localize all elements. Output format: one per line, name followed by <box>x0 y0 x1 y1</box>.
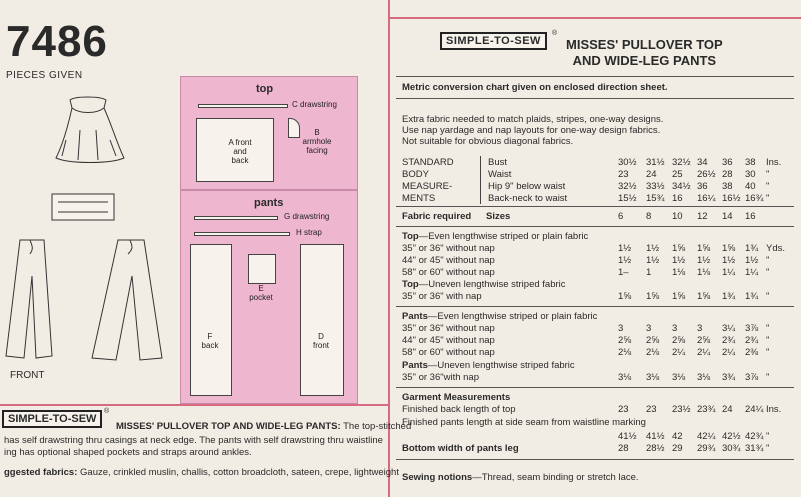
table-cell: 1⅝ <box>722 243 736 254</box>
row-label: 35" or 36" without nap <box>402 243 495 254</box>
table-cell: 1½ <box>672 255 686 266</box>
size-cell: 12 <box>697 211 708 222</box>
piece-c-label: C drawstring <box>292 100 337 109</box>
pants-layout-title: pants <box>254 197 284 209</box>
table-cell: 1¼ <box>722 267 736 278</box>
row-label: 44" or 45" without nap <box>402 255 495 266</box>
body-label-4: MENTS <box>402 193 436 204</box>
table-row <box>402 431 794 442</box>
metric-note: Metric conversion chart given on enclosed direction sheet. <box>402 82 668 93</box>
row-label: Hip 9" below waist <box>488 181 566 192</box>
table-row <box>402 193 794 204</box>
table-row <box>402 404 794 415</box>
sizes-row <box>402 211 794 222</box>
table-cell: 3⅛ <box>618 372 632 383</box>
piece-f <box>190 244 232 396</box>
table-cell: 23 <box>646 404 657 415</box>
unit-label: " <box>766 181 770 192</box>
row-label: Waist <box>488 169 512 180</box>
table-cell: 2⅜ <box>745 347 759 358</box>
table-cell: 23½ <box>672 404 691 415</box>
unit-label: " <box>766 335 770 346</box>
description-line-2: has self drawstring thru casings at neck edge. The pants with self drawstring thru waistline <box>4 435 383 446</box>
table-cell: 1– <box>618 267 629 278</box>
garment-row-2-label: Finished pants length at side seam from waistline marking <box>402 417 646 428</box>
table-cell: 41½ <box>618 431 637 442</box>
row-label: Back-neck to waist <box>488 193 568 204</box>
table-cell: 1⅛ <box>697 267 711 278</box>
piece-c <box>198 104 288 108</box>
piece-d-label: D front <box>312 332 329 350</box>
pieces-given-label: PIECES GIVEN <box>6 70 83 81</box>
rule <box>396 387 794 388</box>
table-cell: 3¼ <box>722 323 736 334</box>
table-cell: 1⅝ <box>697 291 711 302</box>
table-cell: 40 <box>745 181 756 192</box>
table-cell: 32½ <box>618 181 637 192</box>
rule <box>396 206 794 207</box>
piece-b-label: B armhole facing <box>302 128 332 155</box>
size-cell: 8 <box>646 211 652 222</box>
table-cell: 23 <box>618 404 629 415</box>
row-label: 58" or 60" without nap <box>402 347 495 358</box>
table-cell: 1½ <box>697 255 711 266</box>
row-label: Bust <box>488 157 508 168</box>
table-cell: 3⅞ <box>745 323 759 334</box>
table-cell: 1¾ <box>722 291 736 302</box>
unit-label: " <box>766 347 770 358</box>
unit-label: " <box>766 169 770 180</box>
rule <box>396 459 794 460</box>
table-row <box>402 255 794 266</box>
divider-line <box>0 404 390 406</box>
unit-label: " <box>766 323 770 334</box>
table-cell: 29¾ <box>697 443 716 454</box>
size-cell: 10 <box>672 211 683 222</box>
table-cell: 16 <box>672 193 683 204</box>
table-cell: 3⅛ <box>697 372 711 383</box>
table-cell: 31½ <box>646 157 665 168</box>
table-cell: 16¼ <box>697 193 716 204</box>
piece-d <box>300 244 344 396</box>
table-cell: 1⅝ <box>672 243 686 254</box>
fabric-required-label: Fabric required <box>402 211 472 222</box>
table-cell: 2⅛ <box>618 347 632 358</box>
table-cell: 2¾ <box>745 335 759 346</box>
table-cell: 1½ <box>618 243 632 254</box>
piece-h <box>194 232 290 236</box>
table-cell: 15¾ <box>646 193 665 204</box>
row-label: Finished back length of top <box>402 404 516 415</box>
table-cell: 36 <box>722 157 733 168</box>
table-row <box>402 443 794 454</box>
table-cell: 2¼ <box>672 347 686 358</box>
table-cell: 42¾ <box>745 431 764 442</box>
table-cell: 1⅝ <box>618 291 632 302</box>
unit-label: " <box>766 431 770 442</box>
table-cell: 36 <box>697 181 708 192</box>
unit-label: Ins. <box>766 404 782 415</box>
piece-e <box>248 254 276 284</box>
table-cell: 2¼ <box>697 347 711 358</box>
table-row <box>402 347 794 358</box>
table-row <box>402 157 794 168</box>
table-cell: 42 <box>672 431 683 442</box>
sewing-notions: Sewing notions—Thread, seam binding or stretch lace. <box>402 472 639 483</box>
table-cell: 34 <box>697 157 708 168</box>
unit-label: " <box>766 255 770 266</box>
table-row <box>402 323 794 334</box>
table-row <box>402 243 794 254</box>
unit-label: Ins. <box>766 157 782 168</box>
table-cell: 42¼ <box>697 431 716 442</box>
rule <box>396 76 794 77</box>
top-heading: Top—Even lengthwise striped or plain fabric <box>402 231 589 242</box>
row-label: 58" or 60" without nap <box>402 267 495 278</box>
title-line-1: MISSES' PULLOVER TOP <box>566 37 723 52</box>
size-cell: 6 <box>618 211 624 222</box>
divider-line <box>390 17 801 19</box>
table-cell: 2¾ <box>722 335 736 346</box>
front-label: FRONT <box>10 370 45 381</box>
table-cell: 30 <box>745 169 756 180</box>
sizes-label: Sizes <box>486 211 511 222</box>
table-row <box>402 181 794 192</box>
table-cell: 38 <box>722 181 733 192</box>
table-cell: 3 <box>672 323 678 334</box>
table-cell: 28½ <box>646 443 665 454</box>
registered-mark: ® <box>552 30 558 37</box>
piece-g-label: G drawstring <box>284 212 330 221</box>
pants-heading-2: Pants—Uneven lengthwise striped fabric <box>402 360 575 371</box>
row-label: Bottom width of pants leg <box>402 443 519 454</box>
table-cell: 1 <box>646 267 652 278</box>
table-cell: 31¾ <box>745 443 764 454</box>
note-line-2: Use nap yardage and nap layouts for one-way design fabrics. <box>402 125 661 136</box>
piece-h-label: H strap <box>296 228 322 237</box>
table-cell: 28 <box>722 169 733 180</box>
table-cell: 3 <box>697 323 703 334</box>
table-cell: 1½ <box>745 255 759 266</box>
garment-heading: Garment Measurements <box>402 392 511 403</box>
table-cell: 3⅛ <box>672 372 686 383</box>
pattern-number: 7486 <box>6 17 108 66</box>
body-label-3: MEASURE- <box>402 181 453 192</box>
table-cell: 1⅛ <box>672 267 686 278</box>
table-cell: 1⅝ <box>697 243 711 254</box>
row-label: 35" or 36" with nap <box>402 291 482 302</box>
table-cell: 3 <box>618 323 624 334</box>
unit-label: " <box>766 267 770 278</box>
row-label: 44" or 45" without nap <box>402 335 495 346</box>
top-heading-2: Top—Uneven lengthwise striped fabric <box>402 279 566 290</box>
table-cell: 1¾ <box>745 243 759 254</box>
table-cell: 28 <box>618 443 629 454</box>
top-sketch-icon <box>56 97 124 163</box>
rule <box>396 306 794 307</box>
table-cell: 32½ <box>672 157 691 168</box>
piece-f-label: F back <box>201 332 219 350</box>
body-label-2: BODY <box>402 169 429 180</box>
table-cell: 38 <box>745 157 756 168</box>
description-line-3: ing has optional shaped pockets and straps around ankles. <box>4 447 252 458</box>
table-cell: 1½ <box>646 243 660 254</box>
piece-a-label: A front and back <box>228 138 252 165</box>
table-cell: 24 <box>646 169 657 180</box>
table-cell: 1¾ <box>745 291 759 302</box>
table-cell: 3⅛ <box>646 372 660 383</box>
rule <box>396 98 794 99</box>
note-line-3: Not suitable for obvious diagonal fabrics. <box>402 136 574 147</box>
registered-mark: ® <box>104 408 110 415</box>
table-cell: 1¼ <box>745 267 759 278</box>
size-cell: 16 <box>745 211 756 222</box>
table-cell: 29 <box>672 443 683 454</box>
table-cell: 25 <box>672 169 683 180</box>
table-cell: 1½ <box>722 255 736 266</box>
rule <box>396 226 794 227</box>
size-cell: 14 <box>722 211 733 222</box>
unit-label: " <box>766 443 770 454</box>
table-cell: 2⅝ <box>697 335 711 346</box>
unit-label: Yds. <box>766 243 786 254</box>
body-label-1: STANDARD <box>402 157 454 168</box>
unit-label: " <box>766 372 770 383</box>
row-label: 35" or 36" without nap <box>402 323 495 334</box>
description-line-1: MISSES' PULLOVER TOP AND WIDE-LEG PANTS: The top-stitched <box>116 421 412 432</box>
table-cell: 2⅝ <box>618 335 632 346</box>
pants-sketch-icon <box>6 240 162 360</box>
table-cell: 2⅝ <box>672 335 686 346</box>
table-cell: 30½ <box>618 157 637 168</box>
table-cell: 1½ <box>618 255 632 266</box>
unit-label: " <box>766 291 770 302</box>
table-cell: 1⅝ <box>646 291 660 302</box>
table-cell: 26½ <box>697 169 716 180</box>
table-row <box>402 372 794 383</box>
table-cell: 34½ <box>672 181 691 192</box>
table-cell: 2¼ <box>722 347 736 358</box>
table-cell: 24 <box>722 404 733 415</box>
pattern-title <box>566 37 723 69</box>
table-cell: 16¾ <box>745 193 764 204</box>
title-line-2: AND WIDE-LEG PANTS <box>572 53 717 68</box>
table-cell: 1⅝ <box>672 291 686 302</box>
table-row <box>402 169 794 180</box>
table-cell: 3 <box>646 323 652 334</box>
drawstring-sketch-icon <box>52 194 114 220</box>
table-row <box>402 335 794 346</box>
note-line-1: Extra fabric needed to match plaids, stripes, one-way designs. <box>402 114 664 125</box>
table-cell: 16½ <box>722 193 741 204</box>
table-cell: 24¼ <box>745 404 764 415</box>
piece-e-label: E pocket <box>249 284 273 302</box>
brand-logo-bottom: SIMPLE-TO-SEW <box>2 410 102 428</box>
piece-g <box>194 216 278 220</box>
row-label: 35" or 36"with nap <box>402 372 479 383</box>
brand-logo: SIMPLE-TO-SEW <box>440 32 547 50</box>
table-cell: 3⅞ <box>745 372 759 383</box>
pants-heading: Pants—Even lengthwise striped or plain fabric <box>402 311 598 322</box>
table-cell: 23 <box>618 169 629 180</box>
top-layout-title: top <box>256 83 274 95</box>
table-cell: 3¾ <box>722 372 736 383</box>
unit-label: " <box>766 193 770 204</box>
table-cell: 2⅛ <box>646 347 660 358</box>
table-row <box>402 267 794 278</box>
table-cell: 41½ <box>646 431 665 442</box>
table-cell: 1½ <box>646 255 660 266</box>
suggested-fabrics: ggested fabrics: Gauze, crinkled muslin, challis, cotton broadcloth, sateen, crepe, lightweight <box>4 467 399 478</box>
table-cell: 42½ <box>722 431 741 442</box>
table-cell: 30¾ <box>722 443 741 454</box>
garment-sketches <box>0 86 180 386</box>
table-cell: 33½ <box>646 181 665 192</box>
table-row <box>402 291 794 302</box>
table-cell: 23¾ <box>697 404 716 415</box>
table-cell: 15½ <box>618 193 637 204</box>
table-cell: 2⅝ <box>646 335 660 346</box>
